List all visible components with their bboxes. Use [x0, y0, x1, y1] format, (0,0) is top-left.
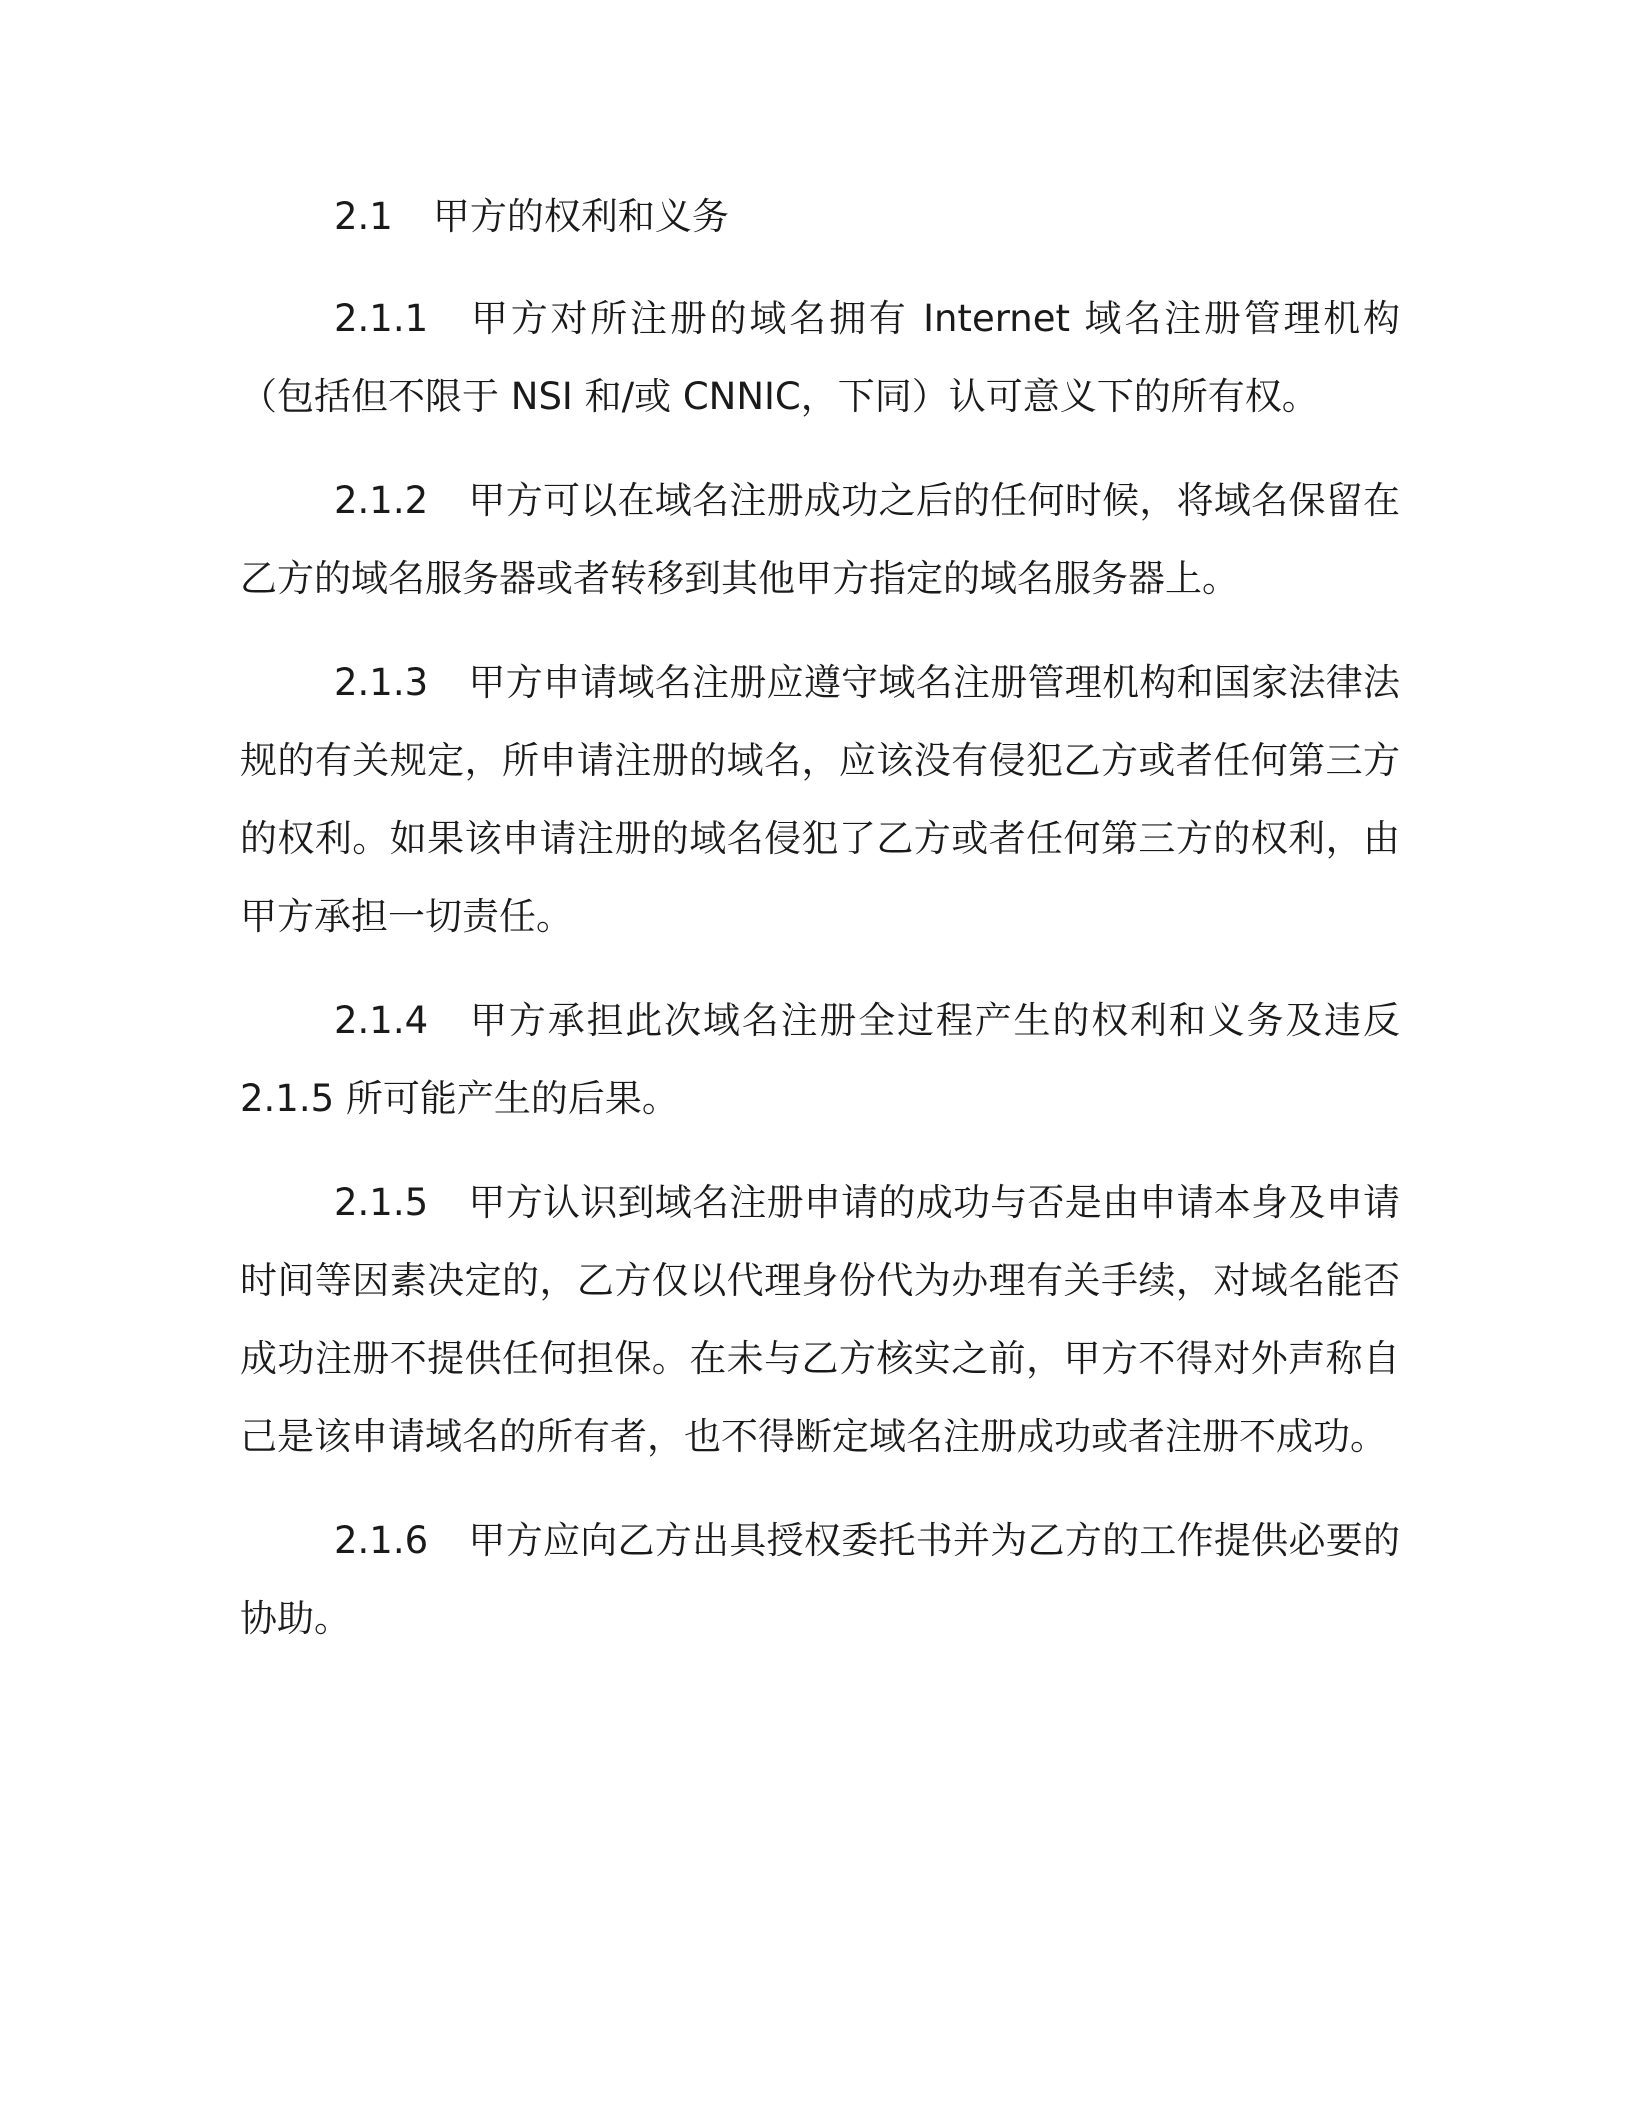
- section-heading: [334, 192, 1400, 242]
- clause-2-1-1: [240, 280, 1400, 436]
- clause-text: 甲方可以在域名注册成功之后的任何时候，将域名保留在乙方的域名服务器或者转移到其他甲方指定的域名服务器上。: [240, 479, 1400, 600]
- clause-number: 2.1.4: [334, 999, 429, 1042]
- clause-2-1-3: [240, 644, 1400, 956]
- clause-number: 2.1.3: [334, 661, 429, 704]
- clause-number: 2.1.1: [334, 297, 429, 340]
- clause-2-1-6: [240, 1502, 1400, 1658]
- document-body: [240, 192, 1400, 1684]
- section-number: 2.1: [334, 195, 393, 238]
- clause-2-1-4: [240, 982, 1400, 1138]
- clause-2-1-2: [240, 462, 1400, 618]
- clause-text: 甲方对所注册的域名拥有 Internet 域名注册管理机构（包括但不限于 NSI 和/或 CNNIC，下同）认可意义下的所有权。: [240, 297, 1400, 418]
- clause-text: 甲方认识到域名注册申请的成功与否是由申请本身及申请时间等因素决定的，乙方仅以代理身份代为办理有关手续，对域名能否成功注册不提供任何担保。在未与乙方核实之前，甲方不得对外声称自己是该申请域名的所有者，也不得断定域名注册成功或者注册不成功。: [240, 1181, 1400, 1458]
- clause-2-1-5: [240, 1164, 1400, 1476]
- clause-number: 2.1.2: [334, 479, 429, 522]
- section-title: 甲方的权利和义务: [432, 195, 729, 238]
- clause-text: 甲方应向乙方出具授权委托书并为乙方的工作提供必要的协助。: [240, 1519, 1400, 1640]
- clause-text: 甲方承担此次域名注册全过程产生的权利和义务及违反 2.1.5 所可能产生的后果。: [240, 999, 1400, 1120]
- clause-number: 2.1.5: [334, 1181, 429, 1224]
- clause-number: 2.1.6: [334, 1519, 429, 1562]
- clause-text: 甲方申请域名注册应遵守域名注册管理机构和国家法律法规的有关规定，所申请注册的域名，应该没有侵犯乙方或者任何第三方的权利。如果该申请注册的域名侵犯了乙方或者任何第三方的权利，由甲方承担一切责任。: [240, 661, 1400, 938]
